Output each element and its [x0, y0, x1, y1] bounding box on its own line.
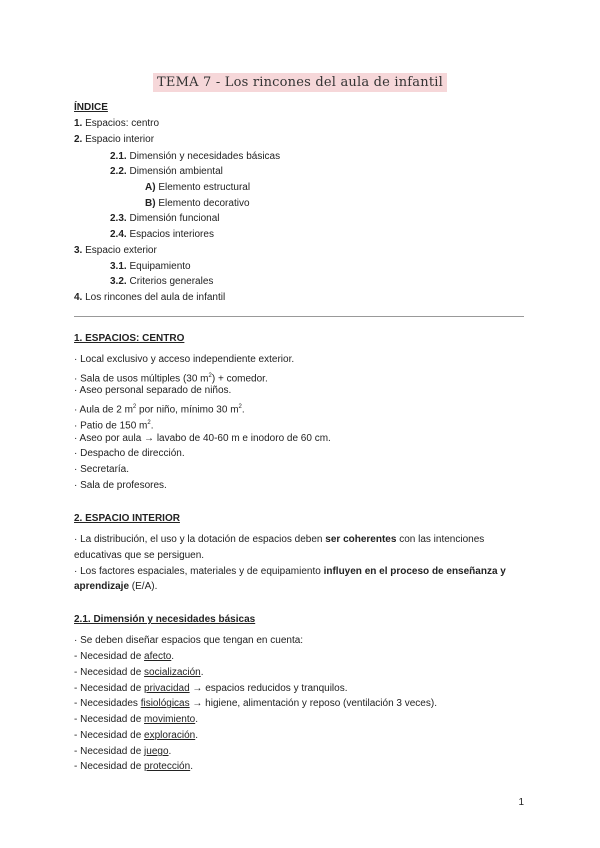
index-item: 2. Espacio interior — [74, 134, 155, 145]
index-item: 4. Los rincones del aula de infantil — [74, 292, 226, 303]
page-number: 1 — [518, 797, 524, 808]
paragraph-line: educativas que se persiguen. — [74, 550, 205, 561]
paragraph-line: · Local exclusivo y acceso independiente exterior. — [74, 354, 295, 365]
index-heading: ÍNDICE — [74, 102, 108, 113]
index-item: 3.2. Criterios generales — [110, 276, 214, 287]
paragraph-line: · Aula de 2 $m^2$ por niño, mínimo 30 $m^2$. — [74, 404, 245, 416]
index-item: 2.3. Dimensión funcional — [110, 213, 220, 224]
index-item: 2.1. Dimensión y necesidades básicas — [110, 151, 281, 162]
paragraph-line: aprendizaje (E/A). — [74, 581, 158, 592]
list-item: - Necesidad de juego. — [74, 746, 172, 757]
index-item: 2.2. Dimensión ambiental — [110, 166, 223, 177]
paragraph-line: · Aseo por aula → lavabo de 40-60 m e inodoro de 60 cm. — [74, 433, 331, 444]
list-item: - Necesidad de movimiento. — [74, 714, 198, 725]
title-container — [0, 73, 600, 92]
section-heading: 1. ESPACIOS: CENTRO — [74, 333, 185, 344]
paragraph-line: · Sala de usos múltiples (30 $m^2$) + comedor. — [74, 373, 268, 385]
index-item: 2.4. Espacios interiores — [110, 229, 214, 240]
list-item: - Necesidades fisiológicas → higiene, alimentación y reposo (ventilación 3 veces). — [74, 698, 437, 709]
paragraph-line: · Se deben diseñar espacios que tengan en cuenta: — [74, 635, 304, 646]
paragraph-line: · Sala de profesores. — [74, 480, 167, 491]
list-item: - Necesidad de afecto. — [74, 651, 175, 662]
section-heading: 2.1. Dimensión y necesidades básicas — [74, 614, 256, 625]
index-item: 3.1. Equipamiento — [110, 261, 191, 272]
list-item: - Necesidad de privacidad → espacios reducidos y tranquilos. — [74, 683, 348, 694]
divider — [74, 316, 524, 317]
list-item: - Necesidad de exploración. — [74, 730, 198, 741]
index-item: 1. Espacios: centro — [74, 118, 160, 129]
paragraph-line: · Secretaría. — [74, 464, 130, 475]
index-item: B) Elemento decorativo — [145, 198, 250, 209]
index-item: 3. Espacio exterior — [74, 245, 157, 256]
paragraph-line: · Los factores espaciales, materiales y de equipamiento influyen en el proceso de enseñanza y — [74, 566, 506, 577]
paragraph-line: · La distribución, el uso y la dotación de espacios deben ser coherentes con las intenciones — [74, 534, 485, 545]
page-title: TEMA 7 - Los rincones del aula de infantil — [153, 73, 447, 92]
section-heading: 2. ESPACIO INTERIOR — [74, 513, 180, 524]
paragraph-line: · Despacho de dirección. — [74, 448, 185, 459]
paragraph-line: · Aseo personal separado de niños. — [74, 385, 232, 396]
list-item: - Necesidad de socialización. — [74, 667, 204, 678]
list-item: - Necesidad de protección. — [74, 761, 193, 772]
paragraph-line: · Patio de 150 $m^2$. — [74, 420, 154, 432]
index-item: A) Elemento estructural — [145, 182, 251, 193]
